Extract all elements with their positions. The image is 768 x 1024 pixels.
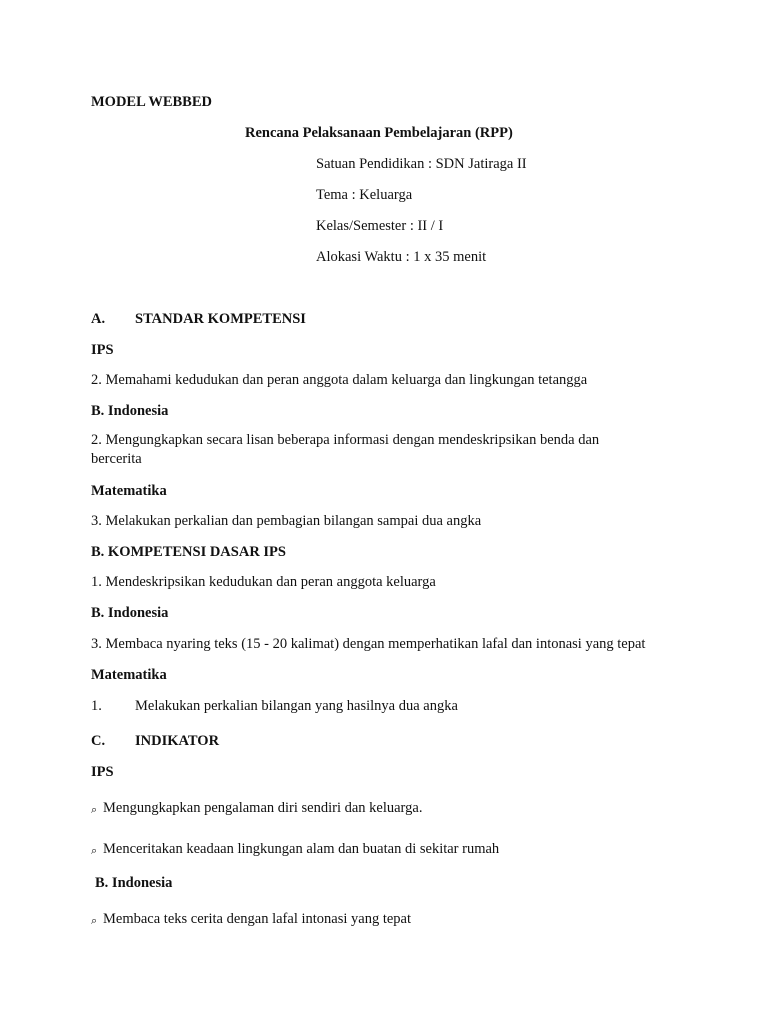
section-c-title: INDIKATOR [135,733,220,749]
list-item [91,910,411,929]
section-a-heading [91,310,306,328]
section-b-mat-label: Matematika [91,667,167,683]
list-item [91,840,499,859]
info-kelas: Kelas/Semester : II / I [316,218,444,234]
section-b-ips-text: 1. Mendeskripsikan kedudukan dan peran anggota keluarga [91,574,436,590]
section-b-mat-text: Melakukan perkalian bilangan yang hasilnya dua angka [135,698,458,714]
section-a-bind-text: 2. Mengungkapkan secara lisan beberapa informasi dengan mendeskripsikan benda dan bercerita [91,432,600,467]
info-satuan: Satuan Pendidikan : SDN Jatiraga II [316,156,527,172]
indikator-ips-item-2: Menceritakan keadaan lingkungan alam dan buatan di sekitar rumah [103,841,500,857]
search-bullet-icon: ⌕ [91,915,98,927]
section-c-ips-label: IPS [91,764,114,780]
section-b-mat-num: 1. [91,698,102,714]
section-a-ips-text: 2. Memahami kedudukan dan peran anggota dalam keluarga dan lingkungan tetangga [91,372,588,388]
search-bullet-icon: ⌕ [91,845,98,857]
model-title: MODEL WEBBED [91,94,212,110]
section-b-bind-label: B. Indonesia [91,605,169,621]
indikator-ips-item-1: Mengungkapkan pengalaman diri sendiri dan keluarga. [103,800,423,816]
section-a-bind-label: B. Indonesia [91,403,169,419]
section-c-heading [91,732,219,750]
section-c-letter: C. [91,733,106,749]
section-b-mat-item [91,697,458,715]
section-b-title: B. KOMPETENSI DASAR IPS [91,544,286,560]
section-a-mat-label: Matematika [91,483,167,499]
section-c-bind-label: B. Indonesia [95,875,173,891]
section-a-mat-text: 3. Melakukan perkalian dan pembagian bilangan sampai dua angka [91,513,482,529]
indikator-bind-item-1: Membaca teks cerita dengan lafal intonasi yang tepat [103,911,411,927]
info-alokasi: Alokasi Waktu : 1 x 35 menit [316,249,487,265]
section-b-bind-text: 3. Membaca nyaring teks (15 - 20 kalimat) dengan memperhatikan lafal dan intonasi yang tepat [91,636,646,652]
section-a-title: STANDAR KOMPETENSI [135,311,306,327]
list-item [91,799,422,818]
info-tema: Tema : Keluarga [316,187,413,203]
rpp-title: Rencana Pelaksanaan Pembelajaran (RPP) [245,125,513,141]
section-a-letter: A. [91,311,106,327]
search-bullet-icon: ⌕ [91,804,98,816]
section-a-ips-label: IPS [91,342,114,358]
